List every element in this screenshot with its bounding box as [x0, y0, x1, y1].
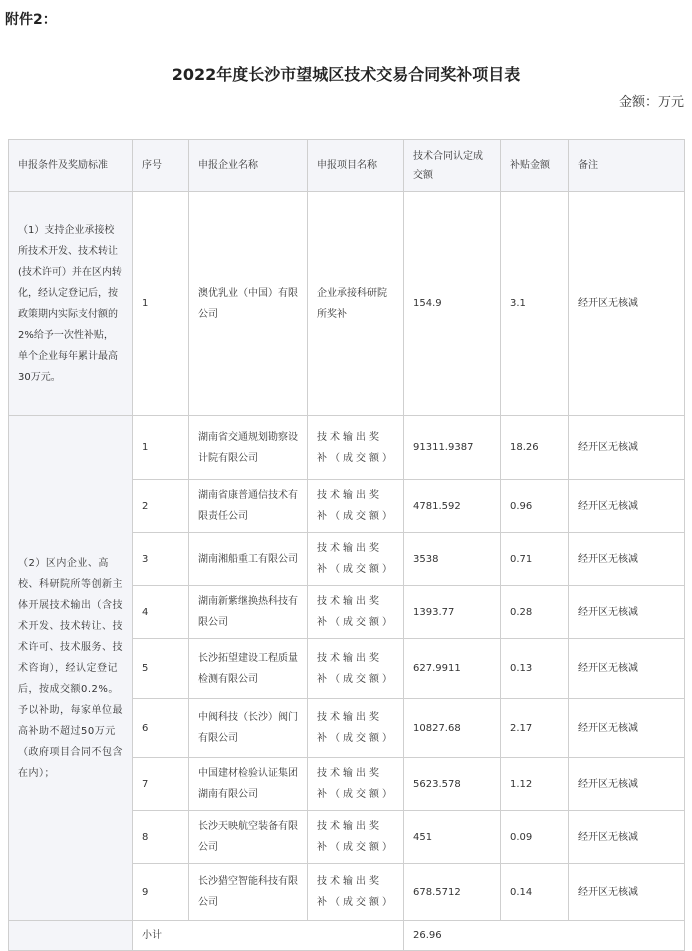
table-header-row — [9, 140, 685, 192]
seq-cell: 8 — [133, 811, 189, 864]
subsidy-cell: 0.09 — [501, 811, 569, 864]
project-cell: 技术输出奖补（成交额） — [308, 586, 404, 639]
project-cell: 技术输出奖补（成交额） — [308, 811, 404, 864]
subtotal-condition-cell — [9, 921, 133, 951]
company-cell: 澳优乳业（中国）有限公司 — [189, 192, 308, 416]
header-company: 申报企业名称 — [189, 140, 308, 192]
header-subsidy: 补贴金额 — [501, 140, 569, 192]
subsidy-cell: 2.17 — [501, 699, 569, 758]
company-cell: 湖南新紫继换热科技有限公司 — [189, 586, 308, 639]
condition-cell-1: （1）支持企业承接校所技术开发、技术转让(技术许可）并在区内转化，经认定登记后，按政策期内实际支付额的2%给予一次性补贴，单个企业每年累计最高30万元。 — [9, 192, 133, 416]
company-cell: 长沙天映航空装备有限公司 — [189, 811, 308, 864]
subsidy-cell: 0.14 — [501, 864, 569, 921]
seq-cell: 5 — [133, 639, 189, 699]
project-cell: 技术输出奖补（成交额） — [308, 533, 404, 586]
remark-cell: 经开区无核减 — [569, 480, 685, 533]
subsidy-cell: 18.26 — [501, 416, 569, 480]
remark-cell: 经开区无核减 — [569, 639, 685, 699]
condition-cell-2: （2）区内企业、高校、科研院所等创新主体开展技术输出（含技术开发、技术转让、技术许可、技术服务、技术咨询），经认定登记后，按成交额0.2%。予以补助，每家单位最高补助不超过50万元（政府项目合同不包含在内）； — [9, 416, 133, 921]
seq-cell: 1 — [133, 416, 189, 480]
remark-cell: 经开区无核减 — [569, 192, 685, 416]
header-seq: 序号 — [133, 140, 189, 192]
remark-cell: 经开区无核减 — [569, 416, 685, 480]
subsidy-cell: 0.71 — [501, 533, 569, 586]
seq-cell: 9 — [133, 864, 189, 921]
subsidy-cell: 3.1 — [501, 192, 569, 416]
subtotal-label: 小计 — [133, 921, 404, 951]
seq-cell: 4 — [133, 586, 189, 639]
header-condition: 申报条件及奖励标准 — [9, 140, 133, 192]
amount-cell: 627.9911 — [404, 639, 501, 699]
company-cell: 长沙拓望建设工程质量检测有限公司 — [189, 639, 308, 699]
project-cell: 技术输出奖补（成交额） — [308, 416, 404, 480]
seq-cell: 7 — [133, 758, 189, 811]
remark-cell: 经开区无核减 — [569, 811, 685, 864]
company-cell: 湖南省交通规划勘察设计院有限公司 — [189, 416, 308, 480]
amount-cell: 451 — [404, 811, 501, 864]
company-cell: 湖南湘船重工有限公司 — [189, 533, 308, 586]
header-remark: 备注 — [569, 140, 685, 192]
project-cell: 技术输出奖补（成交额） — [308, 699, 404, 758]
subsidy-cell: 0.28 — [501, 586, 569, 639]
remark-cell: 经开区无核减 — [569, 758, 685, 811]
amount-cell: 154.9 — [404, 192, 501, 416]
seq-cell: 6 — [133, 699, 189, 758]
company-cell: 长沙猎空智能科技有限公司 — [189, 864, 308, 921]
amount-cell: 91311.9387 — [404, 416, 501, 480]
amount-cell: 678.5712 — [404, 864, 501, 921]
subsidy-table — [8, 139, 685, 951]
amount-cell: 4781.592 — [404, 480, 501, 533]
remark-cell: 经开区无核减 — [569, 699, 685, 758]
seq-cell: 1 — [133, 192, 189, 416]
seq-cell: 2 — [133, 480, 189, 533]
header-project: 申报项目名称 — [308, 140, 404, 192]
header-amount: 技术合同认定成交额 — [404, 140, 501, 192]
company-cell: 湖南省康普通信技术有限责任公司 — [189, 480, 308, 533]
subtotal-value: 26.96 — [404, 921, 685, 951]
subsidy-cell: 0.13 — [501, 639, 569, 699]
project-cell: 企业承接科研院所奖补 — [308, 192, 404, 416]
subtotal-row — [9, 921, 685, 951]
company-cell: 中阀科技（长沙）阀门有限公司 — [189, 699, 308, 758]
remark-cell: 经开区无核减 — [569, 864, 685, 921]
project-cell: 技术输出奖补（成交额） — [308, 639, 404, 699]
table-row — [9, 416, 685, 480]
project-cell: 技术输出奖补（成交额） — [308, 480, 404, 533]
table-row — [9, 192, 685, 416]
remark-cell: 经开区无核减 — [569, 533, 685, 586]
subsidy-cell: 0.96 — [501, 480, 569, 533]
amount-cell: 5623.578 — [404, 758, 501, 811]
page-title: 2022年度长沙市望城区技术交易合同奖补项目表 — [171, 65, 521, 84]
remark-cell: 经开区无核减 — [569, 586, 685, 639]
amount-cell: 3538 — [404, 533, 501, 586]
amount-unit: 金额：万元 — [618, 95, 684, 110]
seq-cell: 3 — [133, 533, 189, 586]
amount-cell: 1393.77 — [404, 586, 501, 639]
subsidy-cell: 1.12 — [501, 758, 569, 811]
project-cell: 技术输出奖补（成交额） — [308, 758, 404, 811]
company-cell: 中国建材检验认证集团湖南有限公司 — [189, 758, 308, 811]
amount-cell: 10827.68 — [404, 699, 501, 758]
attachment-label: 附件2： — [5, 12, 57, 28]
project-cell: 技术输出奖补（成交额） — [308, 864, 404, 921]
